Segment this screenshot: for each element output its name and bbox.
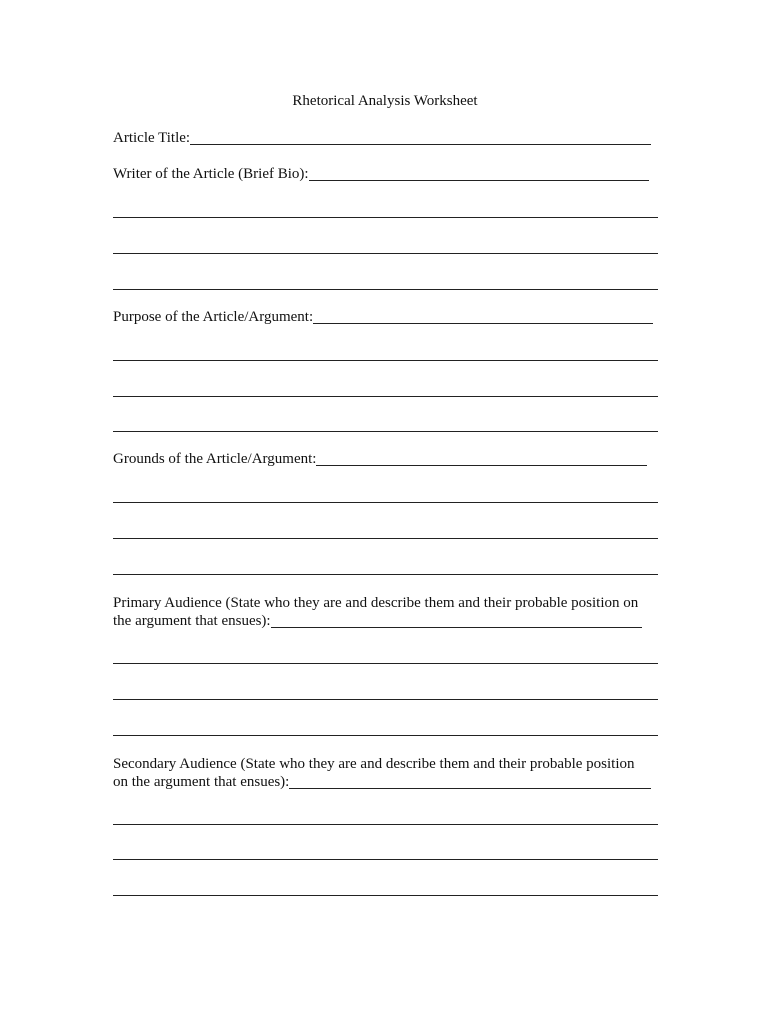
primary-audience-answer-line-3[interactable] <box>113 735 658 736</box>
primary-audience-answer-line-1[interactable] <box>113 663 658 664</box>
purpose-answer-line-2[interactable] <box>113 396 658 397</box>
primary-audience-prompt <box>113 594 658 630</box>
writer-blank[interactable] <box>309 166 649 181</box>
primary-audience-answer-line-2[interactable] <box>113 699 658 700</box>
secondary-audience-line-2-row <box>113 773 658 791</box>
primary-audience-line-1: Primary Audience (State who they are and describe them and their probable position on <box>113 595 639 611</box>
writer-row <box>113 166 649 183</box>
secondary-audience-blank[interactable] <box>289 774 651 789</box>
page-title: Rhetorical Analysis Worksheet <box>292 93 478 109</box>
grounds-answer-line-1[interactable] <box>113 502 658 503</box>
purpose-blank[interactable] <box>313 309 653 324</box>
secondary-audience-prompt <box>113 755 658 791</box>
grounds-answer-line-2[interactable] <box>113 538 658 539</box>
primary-audience-line-2-row <box>113 612 658 630</box>
article-title-blank[interactable] <box>190 130 651 145</box>
primary-audience-blank[interactable] <box>271 613 642 628</box>
secondary-audience-answer-line-3[interactable] <box>113 895 658 896</box>
purpose-row <box>113 309 653 326</box>
purpose-label: Purpose of the Article/Argument: <box>113 309 314 325</box>
writer-answer-line-2[interactable] <box>113 253 658 254</box>
grounds-row <box>113 451 647 468</box>
article-title-label: Article Title: <box>113 130 191 146</box>
grounds-answer-line-3[interactable] <box>113 574 658 575</box>
secondary-audience-answer-line-1[interactable] <box>113 824 658 825</box>
grounds-blank[interactable] <box>316 451 647 466</box>
grounds-label: Grounds of the Article/Argument: <box>113 451 317 467</box>
secondary-audience-answer-line-2[interactable] <box>113 859 658 860</box>
writer-answer-line-3[interactable] <box>113 289 658 290</box>
secondary-audience-line-2: on the argument that ensues): <box>113 774 290 790</box>
secondary-audience-line-1: Secondary Audience (State who they are and describe them and their probable position <box>113 756 635 772</box>
primary-audience-line-2: the argument that ensues): <box>113 613 271 629</box>
article-title-row <box>113 130 651 147</box>
writer-answer-line-1[interactable] <box>113 217 658 218</box>
purpose-answer-line-3[interactable] <box>113 431 658 432</box>
purpose-answer-line-1[interactable] <box>113 360 658 361</box>
writer-label: Writer of the Article (Brief Bio): <box>113 166 309 182</box>
